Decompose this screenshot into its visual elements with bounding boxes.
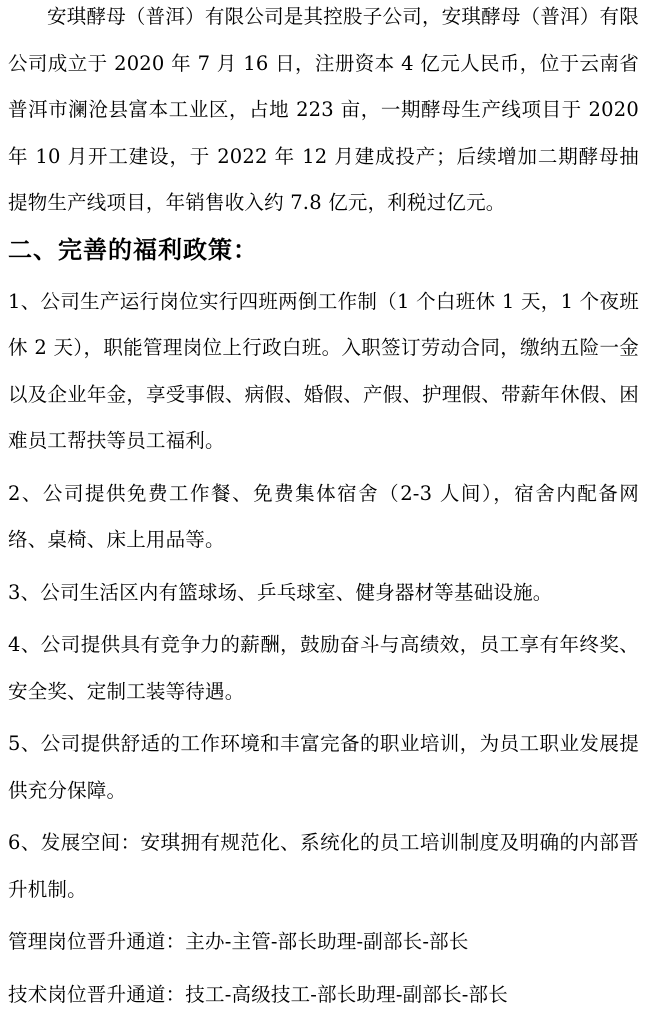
technical-promotion-track: 技术岗位晋升通道：技工-高级技工-部长助理-副部长-部长 xyxy=(8,972,639,1018)
management-promotion-track: 管理岗位晋升通道：主办-主管-部长助理-副部长-部长 xyxy=(8,919,639,966)
welfare-item-5: 5、公司提供舒适的工作环境和丰富完备的职业培训，为员工职业发展提供充分保障。 xyxy=(8,721,639,814)
welfare-item-6: 6、发展空间：安琪拥有规范化、系统化的员工培训制度及明确的内部晋升机制。 xyxy=(8,820,639,913)
welfare-item-2: 2、公司提供免费工作餐、免费集体宿舍（2-3 人间），宿舍内配备网络、桌椅、床上用品等。 xyxy=(8,471,639,564)
welfare-item-4: 4、公司提供具有竞争力的薪酬，鼓励奋斗与高绩效，员工享有年终奖、安全奖、定制工装等待遇。 xyxy=(8,622,639,715)
intro-paragraph: 安琪酵母（普洱）有限公司是其控股子公司，安琪酵母（普洱）有限公司成立于 2020 年 7 月 16 日，注册资本 4 亿元人民币，位于云南省普洱市澜沧县富本工业区，占地 223 亩，一期酵母生产线项目于 2020 年 10 月开工建设，于 2022 年 12 月建成投产；后续增加二期酵母抽提物生产线项目，年销售收入约 7.8 亿元，利税过亿元。 xyxy=(8,0,639,227)
welfare-item-3: 3、公司生活区内有篮球场、乒乓球室、健身器材等基础设施。 xyxy=(8,570,639,617)
section-heading-welfare: 二、完善的福利政策： xyxy=(8,227,639,273)
welfare-item-1: 1、公司生产运行岗位实行四班两倒工作制（1 个白班休 1 天，1 个夜班休 2 天），职能管理岗位上行政白班。入职签订劳动合同，缴纳五险一金以及企业年金，享受事假、病假、婚假、产假、护理假、带薪年休假、困难员工帮扶等员工福利。 xyxy=(8,279,639,465)
